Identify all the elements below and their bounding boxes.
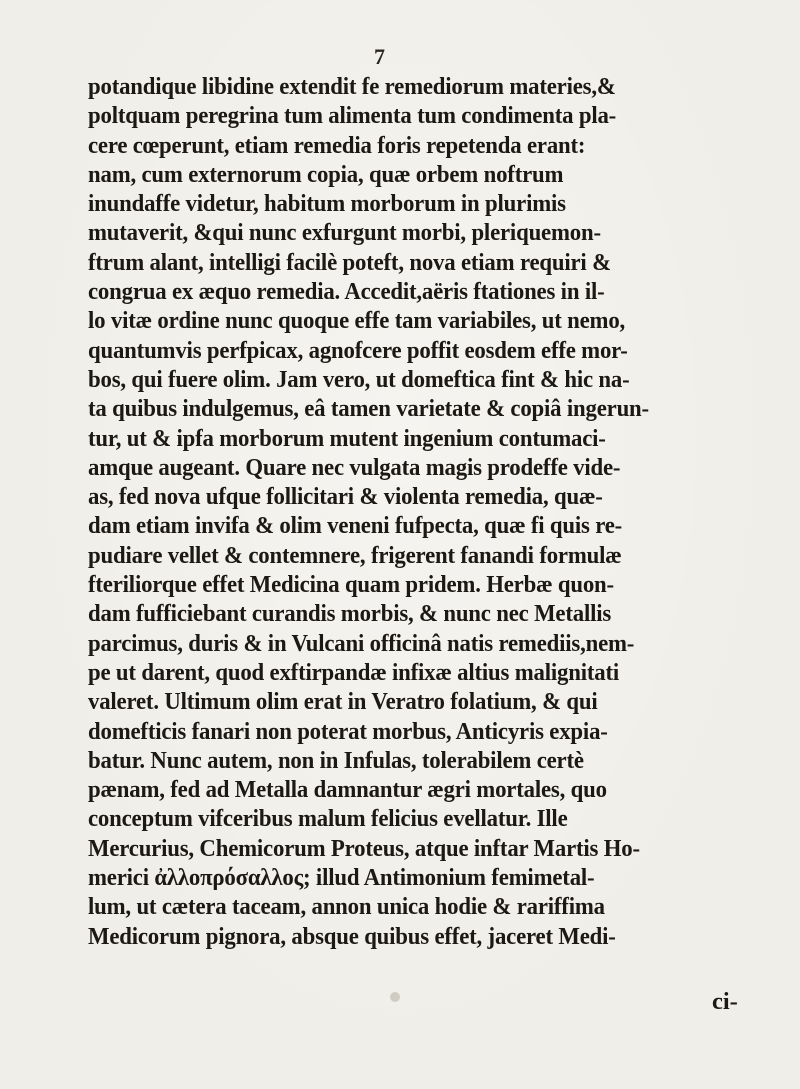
- text-line: domefticis fanari non poterat morbus, Anticyris expia-: [88, 717, 608, 745]
- text-line: potandique libidine extendit fe remediorum materies,&: [88, 73, 616, 100]
- body-text: [88, 72, 788, 951]
- text-line: amque augeant. Quare nec vulgata magis prodeffe vide-: [88, 453, 621, 481]
- text-line: poltquam peregrina tum alimenta tum condimenta pla-: [88, 102, 617, 130]
- text-line: cere cœperunt, etiam remedia foris repetenda erant:: [88, 131, 586, 159]
- text-line: bos, qui fuere olim. Jam vero, ut domeftica fint & hic na-: [88, 365, 630, 393]
- text-line: dam fufficiebant curandis morbis, & nunc nec Metallis: [88, 600, 612, 628]
- text-line: congrua ex æquo remedia. Accedit,aëris ftationes in il-: [88, 278, 605, 306]
- text-line: ftrum alant, intelligi facilè poteft, nova etiam requiri &: [88, 248, 611, 276]
- text-line: batur. Nunc autem, non in Infulas, tolerabilem certè: [88, 746, 584, 774]
- text-line: lo vitæ ordine nunc quoque effe tam variabiles, ut nemo,: [88, 307, 626, 335]
- text-line: conceptum vifceribus malum felicius evellatur. Ille: [88, 805, 568, 833]
- text-line: Mercurius, Chemicorum Proteus, atque inftar Martis Ho-: [88, 834, 640, 862]
- text-line: quantumvis perfpicax, agnofcere poffit eosdem effe mor-: [88, 336, 628, 364]
- signature-mark: 7: [374, 44, 385, 69]
- text-line: parcimus, duris & in Vulcani officinâ natis remediis,nem-: [88, 629, 635, 657]
- text-line: ta quibus indulgemus, eâ tamen varietate & copiâ ingerun-: [88, 395, 649, 423]
- text-line: as, fed nova ufque follicitari & violenta remedia, quæ-: [88, 483, 603, 511]
- catchword: ci-: [712, 988, 738, 1015]
- text-line: tur, ut & ipfa morborum mutent ingenium contumaci-: [88, 424, 606, 452]
- text-line: inundaffe videtur, habitum morborum in plurimis: [88, 190, 566, 218]
- text-line: valeret. Ultimum olim erat in Veratro folatium, & qui: [88, 688, 598, 716]
- text-line: pænam, fed ad Metalla damnantur ægri mortales, quo: [88, 776, 607, 804]
- text-line: merici ἀλλοπρόσαλλος; illud Antimonium femimetal-: [88, 864, 595, 892]
- text-line: lum, ut cætera taceam, annon unica hodie & rariffima: [88, 893, 605, 921]
- text-line: Medicorum pignora, absque quibus effet, jaceret Medi-: [88, 922, 616, 950]
- text-line: dam etiam invifa & olim veneni fufpecta, quæ fi quis re-: [88, 512, 623, 540]
- text-line: pe ut darent, quod exftirpandæ infixæ altius malignitati: [88, 658, 620, 686]
- text-line: mutaverit, &qui nunc exfurgunt morbi, pleriquemon-: [88, 219, 601, 247]
- ink-smudge: [390, 992, 400, 1002]
- text-line: fteriliorque effet Medicina quam pridem. Herbæ quon-: [88, 571, 614, 599]
- text-line: nam, cum externorum copia, quæ orbem noftrum: [88, 160, 564, 188]
- text-line: pudiare vellet & contemnere, frigerent fanandi formulæ: [88, 541, 622, 569]
